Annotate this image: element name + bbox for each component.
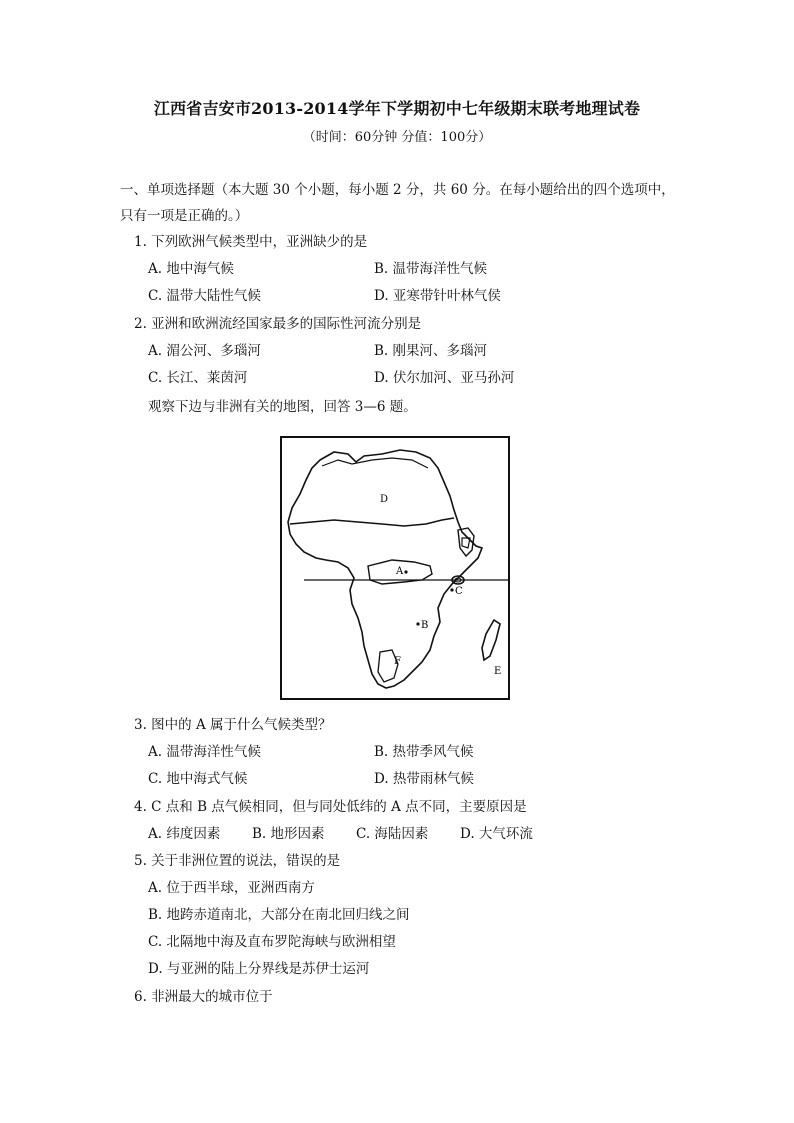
- label-a: A: [396, 566, 404, 577]
- question-6-stem: 6. 非洲最大的城市位于: [134, 989, 273, 1005]
- point-b-dot: [416, 622, 419, 625]
- question-2-option-b: B. 刚果河、多瑙河: [374, 343, 488, 359]
- section-intro-line2: 只有一项是正确的。）: [120, 208, 249, 224]
- label-c: C: [455, 586, 463, 597]
- label-b: B: [421, 620, 429, 631]
- section-intro-line1: 一、单项选择题（本大题 30 个小题，每小题 2 分，共 60 分。在每小题给出的四个选项中，: [120, 182, 675, 198]
- label-f: F: [394, 656, 401, 667]
- label-e: E: [494, 666, 502, 677]
- question-2-option-c: C. 长江、莱茵河: [148, 370, 248, 386]
- madagascar: [482, 620, 500, 660]
- africa-map: [280, 436, 510, 700]
- africa-map-drawing: [282, 438, 508, 698]
- question-1-option-a: A. 地中海气候: [148, 261, 234, 277]
- question-4-option-c: C. 海陆因素: [356, 826, 429, 842]
- question-4-option-d: D. 大气环流: [460, 826, 533, 842]
- point-a-dot: [404, 570, 407, 573]
- question-1-option-b: B. 温带海洋性气候: [374, 261, 488, 277]
- question-5-option-c: C. 北隔地中海及直布罗陀海峡与欧洲相望: [148, 934, 396, 950]
- region-d-north: [322, 458, 428, 468]
- question-4-option-a: A. 纬度因素: [148, 826, 221, 842]
- question-3-option-b: B. 热带季风气候: [374, 744, 474, 760]
- question-2-option-d: D. 伏尔加河、亚马孙河: [374, 370, 515, 386]
- question-3-option-a: A. 温带海洋性气候: [148, 744, 261, 760]
- question-3-option-c: C. 地中海式气候: [148, 771, 248, 787]
- label-d: D: [380, 494, 389, 505]
- region-d-boundary: [290, 518, 454, 526]
- question-2-option-a: A. 湄公河、多瑙河: [148, 343, 261, 359]
- question-5-option-d: D. 与亚洲的陆上分界线是苏伊士运河: [148, 961, 370, 977]
- question-2-stem: 2. 亚洲和欧洲流经国家最多的国际性河流分别是: [134, 316, 422, 332]
- page-title: 江西省吉安市2013-2014学年下学期初中七年级期末联考地理试卷: [153, 99, 641, 118]
- africa-outline: [288, 450, 482, 688]
- question-1-stem: 1. 下列欧洲气候类型中，亚洲缺少的是: [134, 234, 368, 250]
- point-c-dot: [450, 588, 453, 591]
- question-5-option-a: A. 位于西半球，亚洲西南方: [148, 880, 315, 896]
- exam-time-score: （时间：60分钟 分值：100分）: [302, 130, 492, 145]
- question-4-option-b: B. 地形因素: [252, 826, 325, 842]
- question-3-stem: 3. 图中的 A 属于什么气候类型？: [134, 717, 332, 733]
- question-1-option-c: C. 温带大陆性气候: [148, 288, 261, 304]
- map-intro: 观察下边与非洲有关的地图，回答 3—6 题。: [148, 399, 417, 415]
- question-4-stem: 4. C 点和 B 点气候相同，但与同处低纬的 A 点不同，主要原因是: [134, 799, 527, 815]
- question-5-option-b: B. 地跨赤道南北，大部分在南北回归线之间: [148, 907, 410, 923]
- question-1-option-d: D. 亚寒带针叶林气侯: [374, 288, 501, 304]
- question-3-option-d: D. 热带雨林气候: [374, 771, 474, 787]
- question-5-stem: 5. 关于非洲位置的说法，错误的是: [134, 853, 341, 869]
